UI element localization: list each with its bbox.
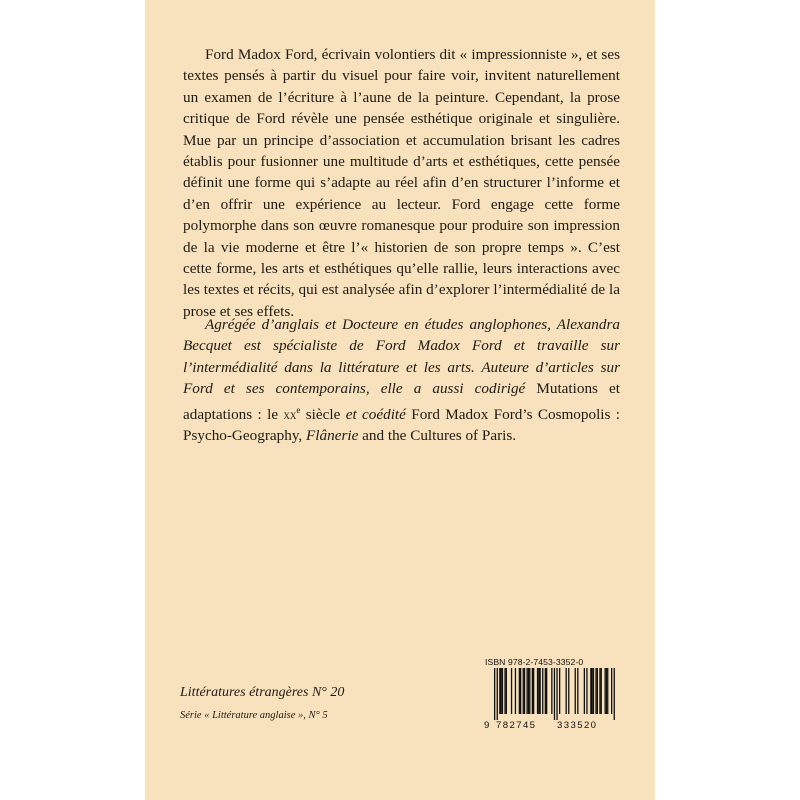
barcode-bar <box>523 668 524 714</box>
back-cover <box>145 0 655 800</box>
ean-digits <box>484 720 616 732</box>
barcode-bar <box>511 668 512 714</box>
barcode-bar <box>528 668 529 714</box>
author-bio <box>183 314 620 447</box>
book-title-mutations: Mutations et adaptations : le <box>183 380 620 423</box>
barcode-bar <box>601 668 602 714</box>
author-bio-paragraph <box>183 314 620 447</box>
book-title-flanerie: Flânerie <box>306 427 359 445</box>
ean-right-group: 333520 <box>557 720 598 731</box>
book-title-cosmopolis-end: and the Cultures of Paris. <box>358 427 517 445</box>
barcode-guard-bar <box>556 668 557 720</box>
barcode-bar <box>599 668 600 714</box>
barcode-bar <box>524 668 525 714</box>
barcode-bar <box>527 668 528 714</box>
series-info <box>180 683 344 725</box>
book-title-cosmopolis: Ford Madox Ford’s Cosmopolis : Psycho-Geography, <box>183 405 621 445</box>
barcode-bar <box>605 668 606 714</box>
barcode-bar <box>584 668 585 714</box>
barcode-bar <box>537 668 538 714</box>
barcode-bar <box>504 668 505 714</box>
barcode-bar <box>559 668 560 714</box>
barcode-bar <box>519 668 520 714</box>
barcode-bar <box>532 668 533 714</box>
barcode-bar <box>568 668 569 714</box>
barcode-bar <box>545 668 546 714</box>
barcode-bar <box>501 668 502 714</box>
barcode-bar <box>499 668 500 714</box>
barcode-bar <box>529 668 530 714</box>
barcode-guard-bar <box>614 668 615 720</box>
barcode <box>484 656 616 732</box>
barcode-bar <box>533 668 534 714</box>
abstract-text <box>183 44 620 322</box>
barcode-bars <box>484 668 616 720</box>
barcode-bar <box>538 668 539 714</box>
barcode-guard-bar <box>494 668 495 720</box>
barcode-guard-bar <box>554 668 555 720</box>
barcode-bar <box>577 668 578 714</box>
barcode-bar <box>597 668 598 714</box>
barcode-bar <box>575 668 576 714</box>
barcode-bar <box>540 668 541 714</box>
barcode-bar <box>520 668 521 714</box>
ean-first-digit: 9 <box>484 720 490 731</box>
century-label: xx <box>283 406 297 422</box>
book-title-mutations-end: siècle <box>300 405 341 423</box>
barcode-bar <box>586 668 587 714</box>
bio-connector: et coédité <box>340 405 412 423</box>
barcode-bar <box>551 668 552 714</box>
barcode-bar <box>590 668 591 714</box>
ean-left-group: 782745 <box>496 720 537 731</box>
century-superscript: e <box>296 404 301 415</box>
barcode-bar <box>607 668 608 714</box>
barcode-bar <box>515 668 516 714</box>
bio-text: Agrégée d’anglais et Docteure en études anglophones, Alexandra Becquet est spécialiste de Ford Madox Ford et travaille sur l’intermédialité dans la littérature et les arts. Auteure d’articles sur Ford et ses contemporains, elle a aussi codirigé <box>183 316 620 398</box>
barcode-bar <box>542 668 543 714</box>
barcode-bar <box>502 668 503 714</box>
barcode-guard-bar <box>497 668 498 720</box>
barcode-bar <box>595 668 596 714</box>
barcode-bar <box>611 668 612 714</box>
isbn-label: ISBN 978-2-7453-3352-0 <box>485 657 584 667</box>
barcode-bar <box>606 668 607 714</box>
barcode-bar <box>593 668 594 714</box>
abstract-paragraph: Ford Madox Ford, écrivain volontiers dit « impressionniste », et ses textes pensés à partir du visuel pour faire voir, invitent naturellement un examen de l’écriture à l’aune de la peinture. Cependant, la prose critique de Ford révèle une pensée esthétique originale et singulière. Mue par un principe d’association et accumulation brisant les cadres établis pour fusionner une multitude d’arts et esthétiques, cette pensée définit une forme qui s’adapte au réel afin d’en structurer l’informe et d’en offrir une expérience au lecteur. Ford engage cette forme polymorphe dans son œuvre romanesque pour produire son impression de la vie moderne et être l’« historien de son propre temps ». C’est cette forme, les arts et esthétiques qu’elle rallie, leurs interactions avec les textes et récits, qui est analysée afin d’explorer l’intermédialité de la prose et ses effets. <box>183 46 620 320</box>
series-subtitle: Série « Littérature anglaise », N° 5 <box>180 710 328 721</box>
series-main-title: Littératures étrangères N° 20 <box>180 685 345 700</box>
barcode-bar <box>546 668 547 714</box>
barcode-bar <box>592 668 593 714</box>
barcode-bar <box>566 668 567 714</box>
barcode-bar <box>506 668 507 714</box>
